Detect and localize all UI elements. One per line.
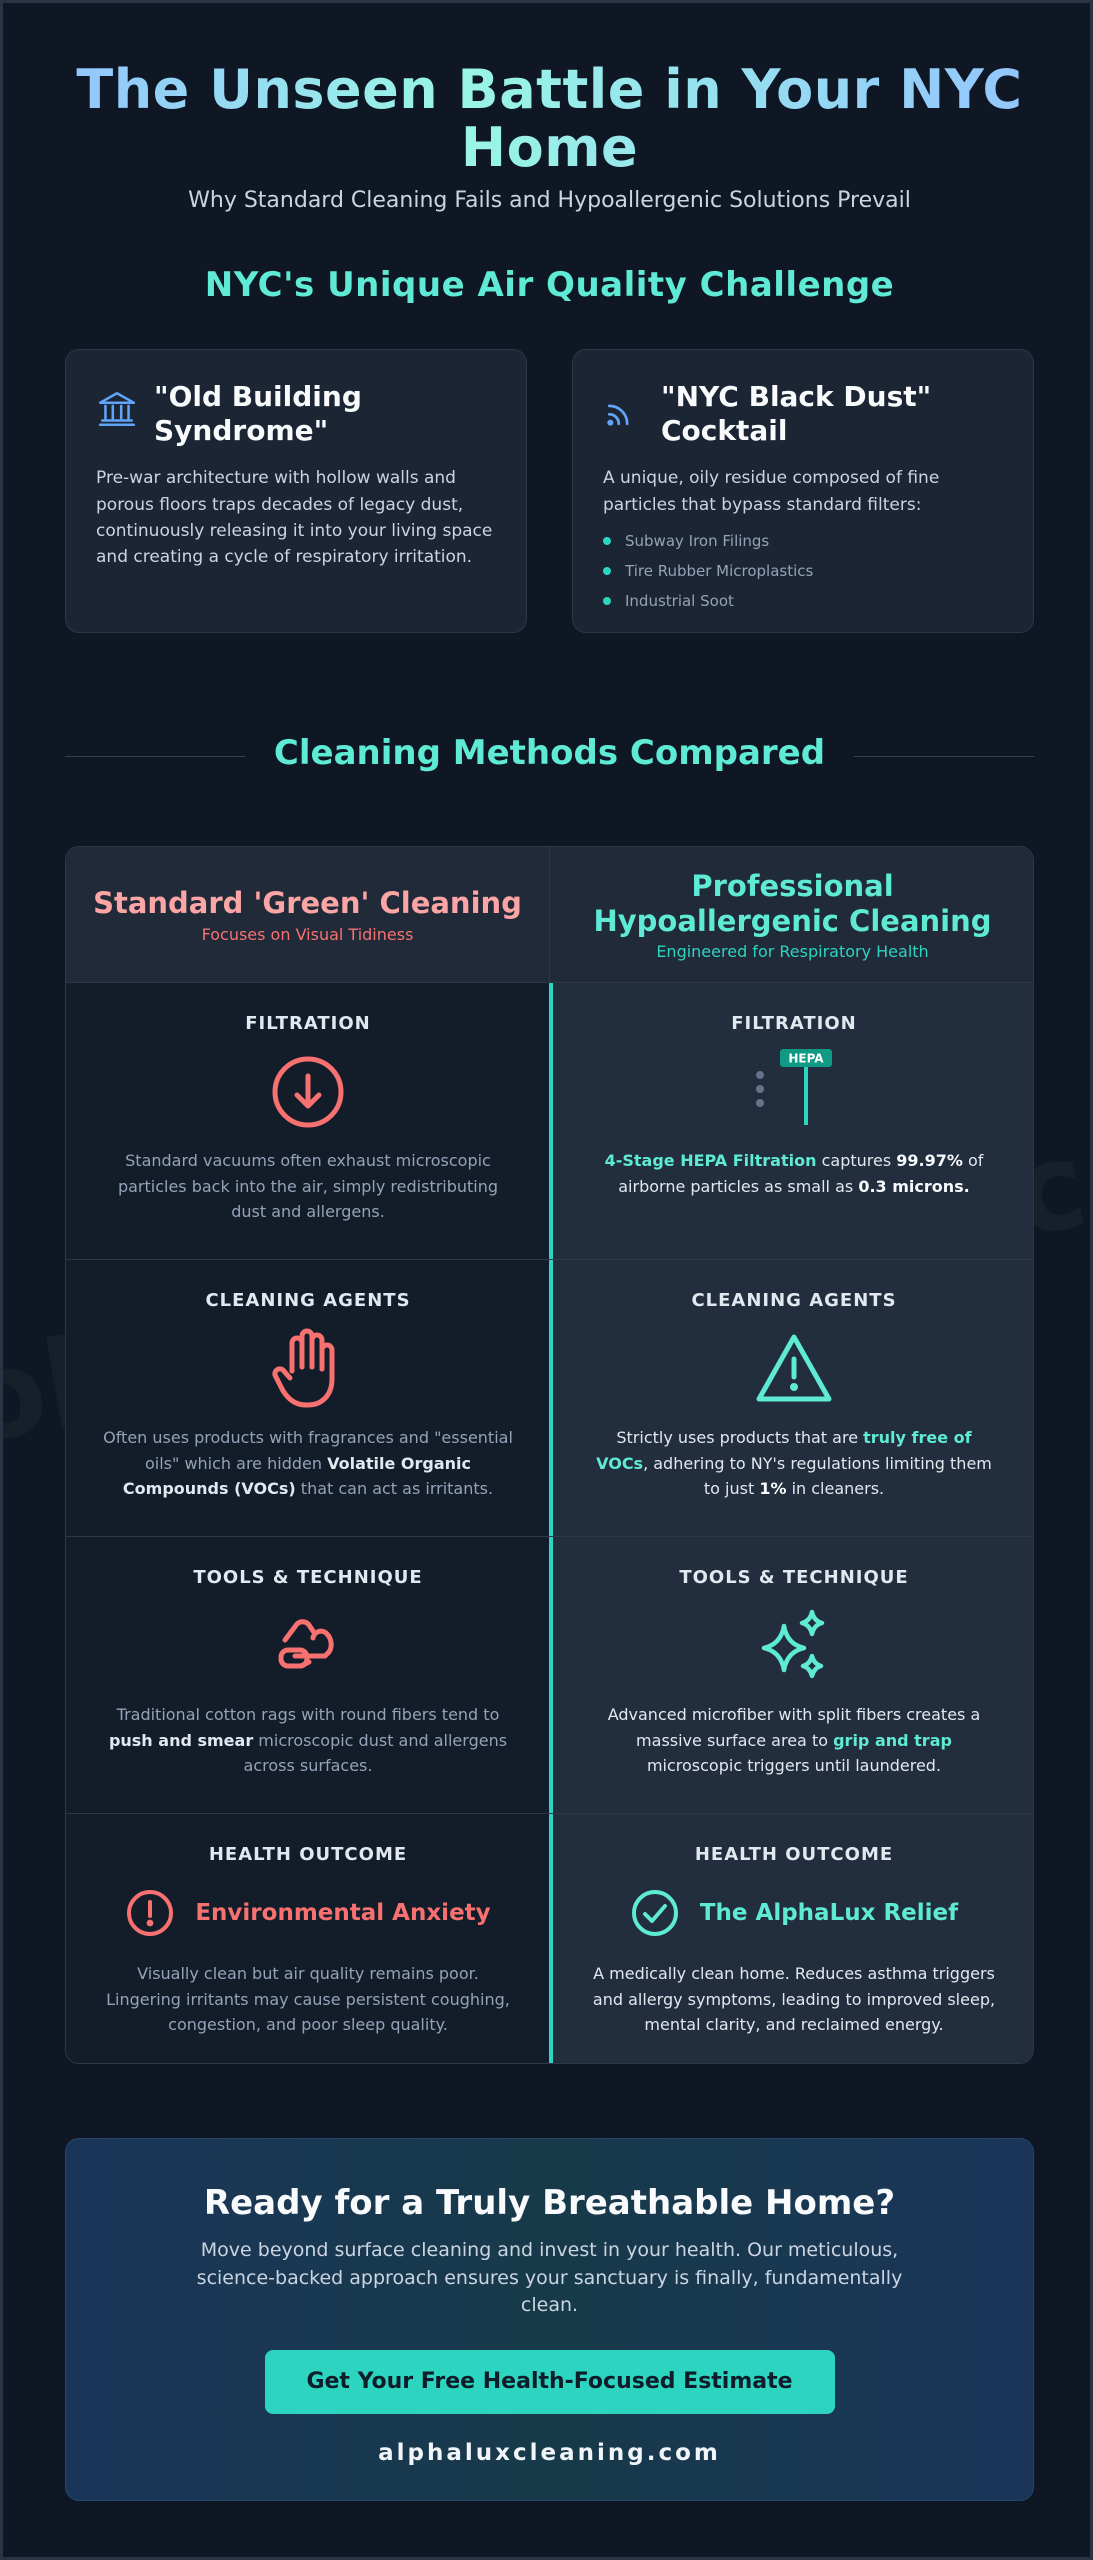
row-text: Standard vacuums often exhaust microscopic particles back into the air, simply redistributing dust and allergens.: [117, 1151, 499, 1222]
air-quality-section-title: NYC's Unique Air Quality Challenge: [204, 265, 895, 305]
cta-title: Ready for a Truly Breathable Home?: [203, 2183, 896, 2223]
divider-line-right: [854, 756, 1034, 757]
bullet-dot: [603, 567, 611, 575]
cta-text: Move beyond surface cleaning and invest in your health. Our meticulous, science-backed approach ensures your sanctuary is finally, fundamentally clean.: [196, 2239, 903, 2317]
comparison-section-title: Cleaning Methods Compared: [273, 733, 826, 773]
row-label: TOOLS & TECHNIQUE: [679, 1567, 909, 1588]
filtration-standard-cell: [66, 983, 550, 1259]
sparkles-icon: [754, 1606, 834, 1686]
row-text: Traditional cotton rags with round fibers tend to push and smear microscopic dust and allergens across surfaces.: [108, 1705, 508, 1776]
row-label: FILTRATION: [245, 1013, 371, 1034]
tools-hypoallergenic-cell: [553, 1537, 1034, 1813]
row-text: Strictly uses products that are truly free of VOCs, adhering to NY's regulations limiting them to just 1% in cleaners.: [596, 1428, 992, 1499]
black-dust-title: "NYC Black Dust" Cocktail: [661, 380, 932, 447]
page-header: [63, 58, 1036, 213]
tools-standard-cell: [66, 1537, 550, 1813]
table-row: [66, 983, 1034, 1260]
list-item: [603, 562, 1003, 580]
standard-header-title: Standard 'Green' Cleaning: [93, 886, 522, 921]
alert-circle-icon: [125, 1888, 175, 1938]
table-row: [66, 1814, 1034, 2064]
list-item: [603, 532, 1003, 550]
comparison-table: [65, 846, 1034, 2064]
list-item: [603, 592, 1003, 610]
filtration-hypoallergenic-cell: [553, 983, 1034, 1259]
hypoallergenic-header-subtitle: Engineered for Respiratory Health: [656, 942, 929, 962]
standard-header-subtitle: Focuses on Visual Tidiness: [201, 924, 414, 944]
row-text: 4-Stage HEPA Filtration captures 99.97% of airborne particles as small as 0.3 microns.: [604, 1151, 984, 1196]
table-row: [66, 1260, 1034, 1537]
row-label: TOOLS & TECHNIQUE: [193, 1567, 423, 1588]
row-text: Advanced microfiber with split fibers creates a massive surface area to grip and trap microscopic triggers until laundered.: [607, 1705, 981, 1776]
old-building-title: "Old Building Syndrome": [154, 380, 362, 447]
row-label: HEALTH OUTCOME: [694, 1844, 894, 1865]
arrow-down-circle-icon: [270, 1054, 346, 1130]
cta-panel: [65, 2138, 1034, 2501]
website-link[interactable]: alphaluxcleaning.com: [378, 2439, 721, 2466]
outcome-hypoallergenic-cell: [553, 1814, 1034, 2064]
outcome-title: The AlphaLux Relief: [699, 1900, 959, 1926]
comparison-heading-row: [65, 733, 1034, 779]
warning-triangle-icon: [753, 1331, 835, 1407]
hypoallergenic-header: [550, 847, 1034, 983]
outcome-standard-cell: [66, 1814, 550, 2064]
agents-standard-cell: [66, 1260, 550, 1536]
hypoallergenic-header-title: Professional Hypoallergenic Cleaning: [593, 868, 992, 938]
row-text: Often uses products with fragrances and "essential oils" which are hidden Volatile Organic Compounds (VOCs) that can act as irritants.: [103, 1428, 513, 1499]
bullet-dot: [603, 537, 611, 545]
page-subtitle: Why Standard Cleaning Fails and Hypoallergenic Solutions Prevail: [188, 187, 911, 213]
outcome-title: Environmental Anxiety: [195, 1900, 491, 1926]
hand-stop-icon: [270, 1327, 346, 1411]
hepa-filter-icon: [744, 1047, 844, 1137]
black-dust-text: A unique, oily residue composed of fine particles that bypass standard filters:: [603, 468, 940, 515]
building-columns-icon: [96, 388, 138, 430]
table-row: [66, 1537, 1034, 1814]
black-dust-card: [572, 349, 1034, 633]
row-text: A medically clean home. Reduces asthma triggers and allergy symptoms, leading to improved sleep, mental clarity, and reclaimed energy.: [592, 1964, 996, 2035]
row-text: Visually clean but air quality remains poor. Lingering irritants may cause persistent coughing, congestion, and poor sleep quality.: [106, 1964, 510, 2035]
standard-header: [66, 847, 550, 983]
list-item-label: Industrial Soot: [625, 591, 734, 610]
list-item-label: Tire Rubber Microplastics: [625, 561, 814, 580]
table-header: [66, 847, 1033, 983]
row-label: CLEANING AGENTS: [205, 1290, 411, 1311]
row-label: HEALTH OUTCOME: [208, 1844, 408, 1865]
list-item-label: Subway Iron Filings: [625, 531, 770, 550]
row-label: CLEANING AGENTS: [691, 1290, 897, 1311]
check-circle-icon: [630, 1888, 680, 1938]
get-estimate-button[interactable]: Get Your Free Health-Focused Estimate: [265, 2350, 835, 2414]
black-dust-list: [603, 532, 1003, 610]
signal-waves-icon: [603, 388, 645, 430]
hepa-badge: HEPA: [788, 1051, 824, 1066]
old-building-text: Pre-war architecture with hollow walls and porous floors traps decades of legacy dust, continuously releasing it into your living space and creating a cycle of respiratory irritation.: [96, 468, 493, 568]
page-title: The Unseen Battle in Your NYC Home: [63, 61, 1036, 178]
row-label: FILTRATION: [731, 1013, 857, 1034]
old-building-card: [65, 349, 527, 633]
bullet-dot: [603, 597, 611, 605]
cloth-rag-icon: [273, 1614, 343, 1678]
agents-hypoallergenic-cell: [553, 1260, 1034, 1536]
